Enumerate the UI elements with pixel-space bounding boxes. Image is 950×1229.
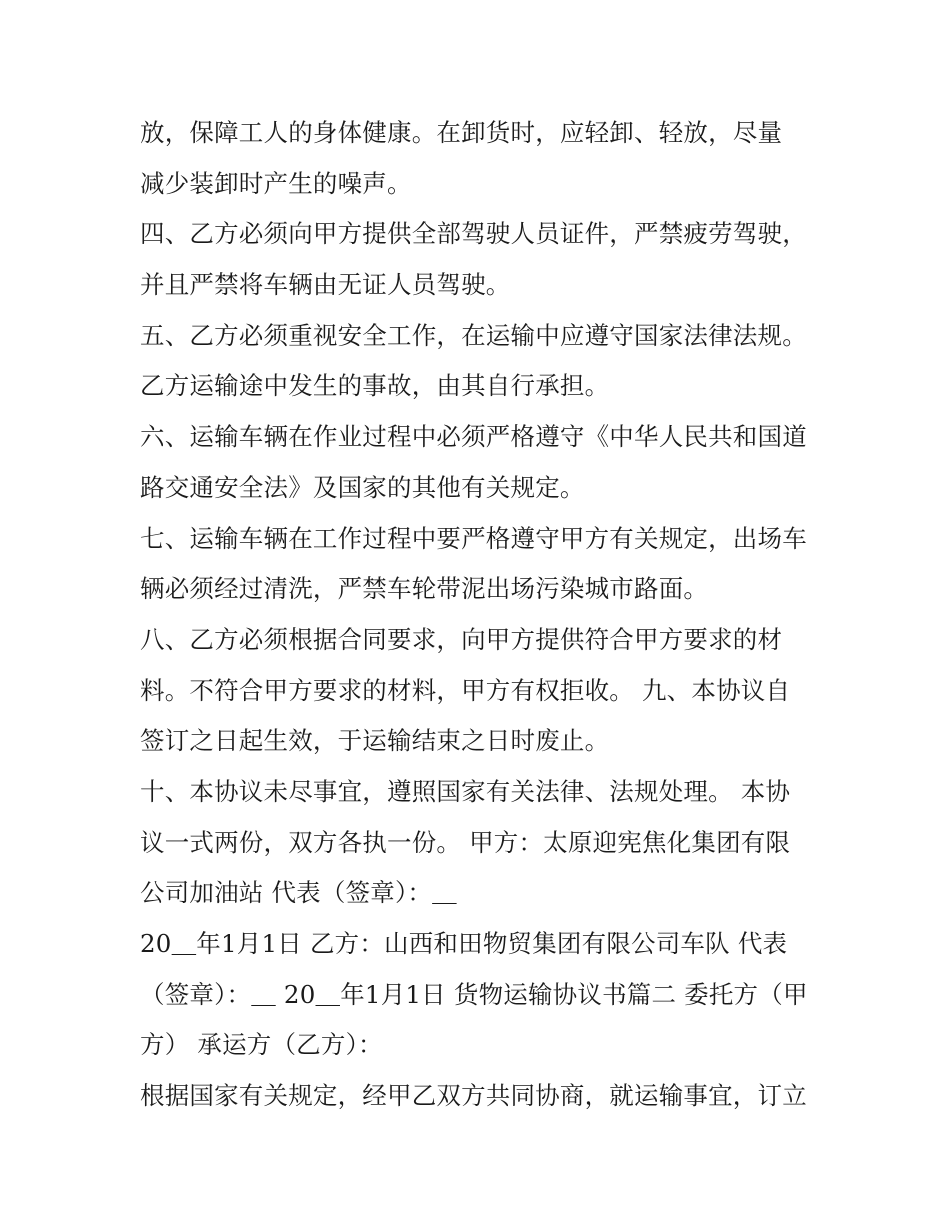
document-body [140,108,820,1122]
text-line: 20＿年1月1日 乙方：山西和田物贸集团有限公司车队 代表 [140,929,788,958]
text-line: 方） 承运方（乙方）： [140,1030,383,1060]
text-line: 根据国家有关规定，经甲乙双方共同协商，就运输事宜，订立 [140,1081,807,1111]
text-line: 六、运输车辆在作业过程中必须严格遵守《中华人民共和国道 [140,422,807,452]
text-line: 减少装卸时产生的噪声。 [140,168,412,198]
text-line: （签章）：＿ 20＿年1月1日 货物运输协议书篇二 委托方（甲 [140,979,808,1009]
text-line: 十、本协议未尽事宜，遵照国家有关法律、法规处理。 本协 [140,776,791,806]
text-line: 七、运输车辆在工作过程中要严格遵守甲方有关规定，出场车 [140,523,807,553]
text-line: 路交通安全法》及国家的其他有关规定。 [140,472,585,502]
text-line: 四、乙方必须向甲方提供全部驾驶人员证件，严禁疲劳驾驶， [140,219,807,249]
text-line: 八、乙方必须根据合同要求，向甲方提供符合甲方要求的材 [140,624,783,654]
text-line: 辆必须经过清洗，严禁车轮带泥出场污染城市路面。 [140,574,709,604]
text-line: 议一式两份，双方各执一份。 甲方：太原迎宪焦化集团有限 [140,827,791,857]
text-line: 五、乙方必须重视安全工作，在运输中应遵守国家法律法规。 [140,320,807,350]
text-line: 签订之日起生效，于运输结束之日时废止。 [140,726,610,756]
text-line: 料。不符合甲方要求的材料，甲方有权拒收。 九、本协议自 [140,675,791,705]
text-line: 公司加油站 代表（签章）：＿ [140,878,457,908]
text-line: 放，保障工人的身体健康。在卸货时，应轻卸、轻放，尽量 [140,118,783,147]
text-line: 乙方运输途中发生的事故，由其自行承担。 [140,371,610,401]
text-line: 并且严禁将车辆由无证人员驾驶。 [140,270,511,300]
